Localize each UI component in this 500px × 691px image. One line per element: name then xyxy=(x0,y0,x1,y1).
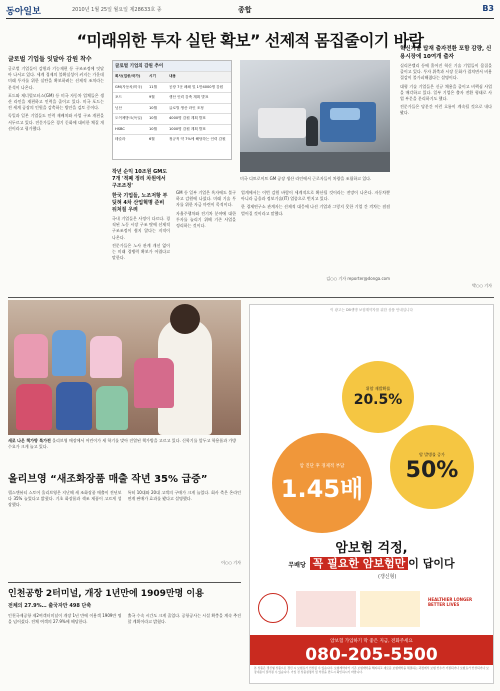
backpack xyxy=(90,336,122,378)
paragraph: 한 경제연구소 관계자는 선제적 대응에 나선 기업과 그렇지 못한 기업 간 격차는 점점 벌어질 것이라고 말했다. xyxy=(241,204,390,216)
article-body xyxy=(176,190,236,296)
article-body: 헬스앤뷰티 스토어 올리브영은 지난해 새 조화장품 매출이 전년보다 35% 늘었다고 밝혔다. 기초 화장품과 색조 제품이 고르게 성장했다. xyxy=(8,490,122,508)
masthead xyxy=(6,4,494,18)
page-number: B3 xyxy=(482,4,494,13)
section-divider xyxy=(8,582,241,583)
paragraph: 국내 기업들은 사정이 다르다. 경직된 노동 시장 구조 탓에 선제적 구조조정이 쉽지 않다는 지적이 나온다. xyxy=(112,216,170,240)
table-cell: 6월 xyxy=(149,137,155,142)
article-global-layoffs xyxy=(8,54,104,194)
ad-headline: 암보험 걱정, xyxy=(335,541,408,556)
table-cell: 10월 xyxy=(149,126,158,131)
factory-floor xyxy=(240,152,390,172)
article-columns xyxy=(8,613,241,691)
table-row xyxy=(113,103,231,114)
table-cell: GM(자동차/미국) xyxy=(115,84,143,89)
table-cell: 4000명 감원 계획 발표 xyxy=(169,116,206,121)
car-body xyxy=(258,108,306,138)
issue-info: 2010년 1월 25일 월요일 제28633호 종 xyxy=(72,7,162,13)
phone-label: 암보험 가입하기 딱 좋은 지금, 전화주세요 xyxy=(330,639,413,644)
table-cell: 정규직 약 7%에 해당하는 인력 감원 xyxy=(169,137,226,142)
article-body: 특히 10대와 20대 고객의 구매가 크게 늘었다. 회사 측은 온라인 연계 판매가 효과를 봤다고 설명했다. xyxy=(127,490,241,502)
masthead-rule xyxy=(6,18,494,19)
table-header: 시기 xyxy=(149,74,156,79)
table-cell: 11월 xyxy=(149,84,158,89)
backpack xyxy=(96,386,128,430)
table-cell: 9월 xyxy=(149,95,155,100)
stat-bubble xyxy=(390,425,474,509)
table-title: 글로벌 기업의 감원 추이 xyxy=(113,61,231,71)
table-row xyxy=(113,92,231,103)
car-window xyxy=(330,108,360,120)
table-cell: 포드 xyxy=(115,95,122,100)
backpack xyxy=(14,334,48,378)
table-cell: 공장 7곳 폐쇄 및 1만4000명 감원 xyxy=(169,84,224,89)
paragraph: 자율주행차와 전기차 분야에 대한 투자를 늘리기 위해 기존 사업을 정리하는 것이다. xyxy=(176,210,236,229)
table-row xyxy=(113,113,231,124)
table-body xyxy=(113,82,231,145)
factory-photo xyxy=(240,60,390,172)
bags-photo xyxy=(8,300,241,435)
stat-value: 20.5% xyxy=(353,392,403,408)
phone-number[interactable]: 080-205-5500 xyxy=(305,645,438,665)
paragraph: 독일과 일본 기업들도 인력 재배치와 사업 구조 개편을 서두르고 있다. 전문가들은 경기 둔화에 대비한 체질 개선이라고 평가했다. xyxy=(8,113,104,131)
product-card xyxy=(296,591,356,627)
article-headline: 올리브영 “새조화장품 매출 작년 35% 급증” xyxy=(8,474,208,485)
ad-fine-print: 본 상품은 갱신형 상품으로 갱신 시 보험료가 인상될 수 있습니다. 보험계약자가 기존 보험계약을 해지하고 새로운 보험계약을 체결하는 과정에서 보험 인수가 거절되거나 보험료가 인상되거나 보장내용이 달라질 수 있습니다. 가입 전 상품설명서 및 약관을 반드시 확인하시기 바랍니다. xyxy=(254,666,489,674)
caption-title: 새로 나온 책가방 특가전 xyxy=(8,438,51,443)
article-body: 인천국제공항 제2여객터미널이 개장 1년 만에 이용객 1909만 명을 넘어섰다. 전체 여객의 27.9%에 해당한다. xyxy=(8,613,122,625)
backpack xyxy=(52,330,86,376)
article-continuation xyxy=(241,190,390,286)
article-subhead: 혁신기술 탑재 출자전환 포함 감량, 신용시장에 10여개 출자 xyxy=(400,46,492,60)
article-body xyxy=(241,190,390,276)
article-body xyxy=(400,63,492,283)
table-cell: 1000명 감원 계획 발표 xyxy=(169,126,206,131)
article-subhead: 글로벌 기업들 잇달아 감원 착수 xyxy=(8,56,92,63)
stat-bubble xyxy=(272,433,372,533)
phone-bar[interactable] xyxy=(250,635,493,665)
byline: 이○○ 기자 xyxy=(221,560,241,565)
ad-subtext: (갱신형) xyxy=(378,574,397,580)
stat-bubble xyxy=(342,361,414,433)
table-header: 회사(업종/국가) xyxy=(115,74,141,79)
backpack xyxy=(16,384,52,430)
table-row xyxy=(113,82,231,93)
section-divider xyxy=(8,297,494,298)
photo-caption xyxy=(8,438,241,449)
table-row xyxy=(113,134,231,145)
ad-highlight: 꼭 필요한 암보험만 xyxy=(310,557,409,570)
stat-value: 1.45배 xyxy=(280,474,364,503)
article-subhead: 작년 순익 10조원 GM도 7개 '적폐 정리 차원에서 구조조정' xyxy=(112,169,168,189)
newspaper-logo: 동아일보 xyxy=(6,7,41,17)
table-cell: HSBC xyxy=(115,127,125,132)
paragraph: 실리콘밸리 등에 흩어진 혁신 기술 기업들이 몸집을 줄이고 있다. 투자 위축과 시장 둔화가 겹치면서 비용 절감이 불가피해졌다는 설명이다. xyxy=(400,63,492,81)
table-header-row xyxy=(113,71,231,82)
article-tech xyxy=(400,44,492,288)
table-cell: 10월 xyxy=(149,105,158,110)
caption-text: 올리브영 매장에서 어린이가 새 학기를 맞아 진열된 책가방을 고르고 있다. 신학기를 앞두고 학용품과 가방 수요가 크게 늘고 있다. xyxy=(8,438,237,449)
table-header: 내용 xyxy=(169,74,176,79)
byline: 김○○ 기자 reporter@donga.com xyxy=(326,276,390,281)
article-columns xyxy=(8,490,241,560)
ad-prefix: 무배당 xyxy=(288,562,306,569)
stat-label: 암 진단 후 경제적 부담 xyxy=(299,463,345,469)
page-headline: “미래위한 투자 실탄 확보” 선제적 몸집줄이기 바람 xyxy=(76,31,424,50)
table-cell: 닛산 xyxy=(115,105,122,110)
article-headline: 인천공항 2터미널, 개장 1년만에 1909만명 이용 xyxy=(8,589,204,599)
child-head xyxy=(170,304,200,334)
paragraph: 전문가들은 당분간 이런 흐름이 계속될 것으로 내다봤다. xyxy=(400,104,492,116)
article-body xyxy=(8,66,104,191)
table-cell: 글로벌 생산 라인 조정 xyxy=(169,105,204,110)
table-cell: 테슬라 xyxy=(115,137,126,142)
table-row xyxy=(113,124,231,135)
stat-value: 50% xyxy=(405,457,459,483)
paragraph: 글로벌 기업들이 감원과 기능재편 등 구조조정에 잇달아 나서고 있다. 세계 경제의 불확실성이 커지는 가운데 미래 투자를 위한 실탄을 확보하려는 선제적 조치라는 분석이 나온다. xyxy=(8,66,104,90)
article-oliveyoung xyxy=(8,470,241,566)
ad-disclaimer-top: 이 광고는 DB생명 보험계약자를 위한 상품 안내입니다 xyxy=(330,308,413,312)
paragraph: GM 등 일부 기업은 흑자에도 불구하고 감원에 나섰다. 미래 기술 투자를 위한 자금 마련이 목적이다. xyxy=(176,190,236,208)
table-cell: 도이체방크(독일) xyxy=(115,116,143,121)
paragraph: 대형 기술 기업들은 신규 채용을 줄이고 비핵심 사업을 매각하고 있다. 일부 기업은 출자 전환 형태로 사업 부문을 분리하기도 했다. xyxy=(400,83,492,102)
stat-label: 암 발병률 증가 xyxy=(419,451,445,457)
paragraph: 업계에서는 이번 감원 바람이 세계적으로 확산될 것이라는 전망이 나온다. 자동차뿐 아니라 금융과 정보기술(IT) 업종으로 번지고 있다. xyxy=(241,190,390,202)
stat-label: 위암 재발확률 xyxy=(365,386,391,391)
ad-headline-2 xyxy=(250,555,493,571)
article-body xyxy=(112,216,170,306)
article-summary: 전체의 27.9%… 출국자만 498 단축 xyxy=(8,603,92,609)
paragraph: 전문가들은 노사 관계 개선 없이는 미래 경쟁력 확보가 어렵다고 말한다. xyxy=(112,242,170,261)
section-label: 종합 xyxy=(238,6,252,14)
table-cell: 10월 xyxy=(149,116,158,121)
ad-product-band xyxy=(250,587,493,631)
article-korea xyxy=(112,168,170,296)
badge-icon xyxy=(258,593,288,623)
held-backpack xyxy=(134,358,174,408)
insurance-ad[interactable] xyxy=(249,304,494,684)
paragraph: 포드와 제너럴모터스(GM) 등 미국 자동차 업체들은 생산 라인을 재편하고 인력을 줄이고 있다. 미국 포드는 전 세계 공장의 인원을 감축하는 방안을 검토 중이다. xyxy=(8,92,104,111)
byline: 박○○ 기자 xyxy=(472,283,492,288)
brand-name: HEALTHIER LONGER BETTER LIVES xyxy=(428,597,473,607)
article-body: 출국 수속 시간도 크게 줄었다. 공항공사는 시설 확충을 계속 추진할 계획이라고 밝혔다. xyxy=(127,613,241,625)
ad-suffix: 이 답이다 xyxy=(408,557,455,570)
photo-caption: 미국 디트로이트 GM 공장 생산 라인에서 근로자들이 차량을 조립하고 있다. xyxy=(240,176,372,181)
layoff-table xyxy=(112,60,232,160)
product-card xyxy=(360,591,420,627)
backpack xyxy=(56,382,92,430)
article-airport xyxy=(8,586,241,691)
worker xyxy=(306,116,318,146)
article-subhead: 한국 기업들, 노조저항 부딪혀 4차 산업혁명 준비 뒤처질 우려 xyxy=(112,193,168,213)
table-cell: 생산 인력 감축 계획 발표 xyxy=(169,95,209,100)
